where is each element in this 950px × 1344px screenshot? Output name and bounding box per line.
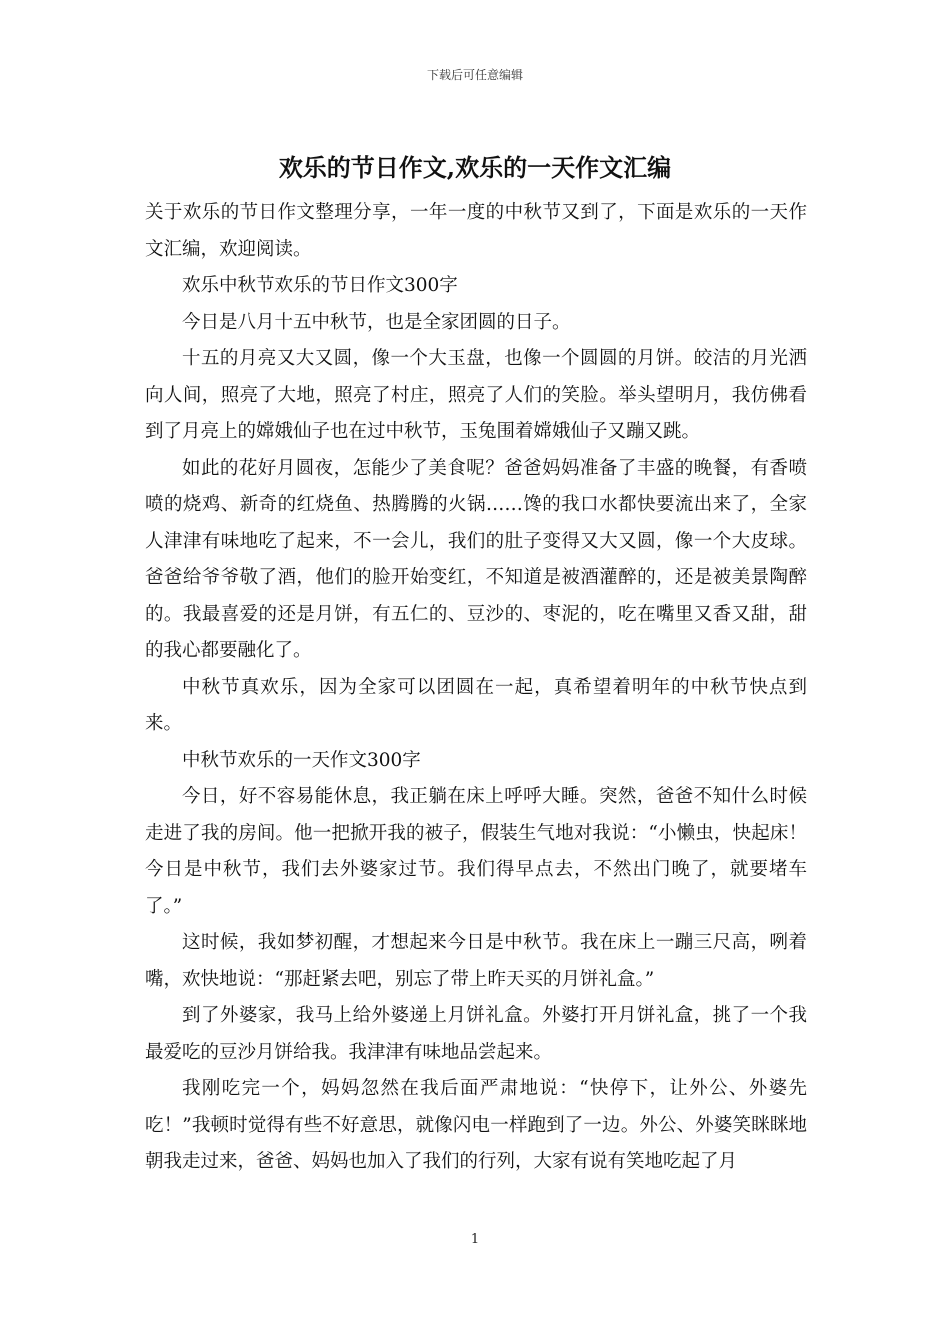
paragraph: 今日，好不容易能休息，我正躺在床上呼呼大睡。突然，爸爸不知什么时候走进了我的房间。他一把掀开我的被子，假装生气地对我说：“小懒虫，快起床！今日是中秋节，我们去外婆家过节。我们得早点去，不然出门晚了，就要堵车了。” bbox=[145, 786, 807, 917]
paragraph: 这时候，我如梦初醒，才想起来今日是中秋节。我在床上一蹦三尺高，咧着嘴，欢快地说：“那赶紧去吧，别忘了带上昨天买的月饼礼盒。” bbox=[145, 932, 807, 990]
paragraph: 中秋节真欢乐，因为全家可以团圆在一起，真希望着明年的中秋节快点到来。 bbox=[145, 676, 807, 734]
paragraph: 如此的花好月圆夜，怎能少了美食呢？爸爸妈妈准备了丰盛的晚餐，有香喷喷的烧鸡、新奇的红烧鱼、热腾腾的火锅……馋的我口水都快要流出来了，全家人津津有味地吃了起来，不一会儿，我们的肚子变得又大又圆，像一个大皮球。爸爸给爷爷敬了酒，他们的脸开始变红，不知道是被酒灌醉的，还是被美景陶醉的。我最喜爱的还是月饼，有五仁的、豆沙的、枣泥的，吃在嘴里又香又甜，甜的我心都要融化了。 bbox=[145, 457, 807, 661]
paragraph: 今日是八月十五中秋节，也是全家团圆的日子。 bbox=[182, 311, 571, 333]
section-heading-1: 欢乐中秋节欢乐的节日作文300字 bbox=[182, 275, 458, 296]
paragraph: 我刚吃完一个，妈妈忽然在我后面严肃地说：“快停下，让外公、外婆先吃！”我顿时觉得有些不好意思，就像闪电一样跑到了一边。外公、外婆笑眯眯地朝我走过来，爸爸、妈妈也加入了我们的行列，大家有说有笑地吃起了月 bbox=[145, 1078, 807, 1172]
header-note: 下载后可任意编辑 bbox=[426, 68, 523, 82]
paragraph: 到了外婆家，我马上给外婆递上月饼礼盒。外婆打开月饼礼盒，挑了一个我最爱吃的豆沙月饼给我。我津津有味地品尝起来。 bbox=[145, 1005, 807, 1063]
page-number: 1 bbox=[470, 1232, 480, 1247]
paragraph-intro: 关于欢乐的节日作文整理分享，一年一度的中秋节又到了，下面是欢乐的一天作文汇编，欢迎阅读。 bbox=[145, 202, 807, 260]
section-heading-2: 中秋节欢乐的一天作文300字 bbox=[182, 749, 421, 771]
document-body bbox=[145, 195, 807, 1181]
paragraph: 十五的月亮又大又圆，像一个大玉盘，也像一个圆圆的月饼。皎洁的月光洒向人间，照亮了大地，照亮了村庄，照亮了人们的笑脸。举头望明月，我仿佛看到了月亮上的嫦娥仙子也在过中秋节，玉兔围着嫦娥仙子又蹦又跳。 bbox=[145, 348, 807, 442]
document-title: 欢乐的节日作文,欢乐的一天作文汇编 bbox=[278, 153, 672, 182]
